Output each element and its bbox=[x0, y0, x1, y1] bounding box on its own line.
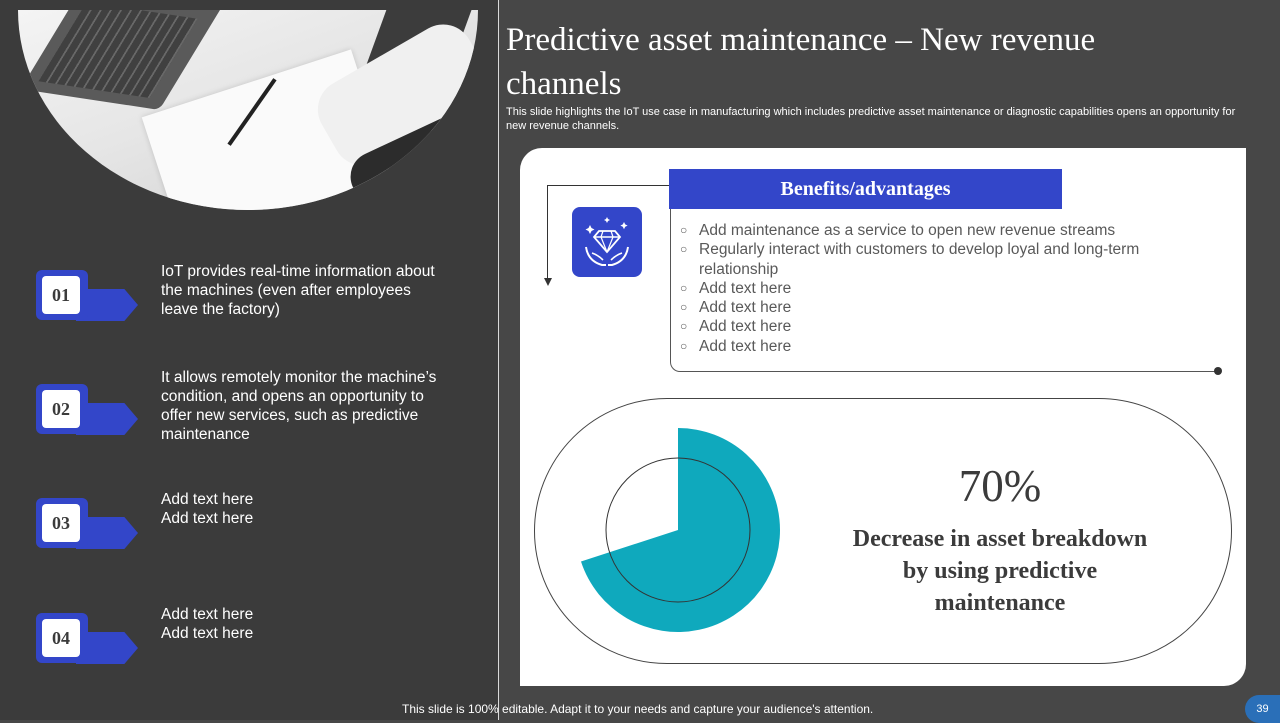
step-number: 04 bbox=[42, 619, 80, 657]
step-number: 03 bbox=[42, 504, 80, 542]
step-text: Add text here Add text here bbox=[161, 491, 254, 527]
stat-percent: 70% bbox=[958, 461, 1042, 511]
benefits-header: Benefits/advantages bbox=[669, 169, 1062, 209]
benefit-item: ○ Add maintenance as a service to open new revenue streams bbox=[680, 221, 1140, 240]
benefit-item: ○ Add text here bbox=[680, 279, 1140, 298]
connector-dot bbox=[1214, 367, 1222, 375]
stat-description: Decrease in asset breakdown by using predictive maintenance bbox=[852, 526, 1148, 616]
benefit-item: ○ Add text here bbox=[680, 317, 1140, 336]
step-text: Add text here Add text here bbox=[161, 606, 254, 642]
left-panel bbox=[0, 0, 499, 720]
benefits-list bbox=[680, 221, 1140, 356]
step-number: 02 bbox=[42, 390, 80, 428]
footer-note: This slide is 100% editable. Adapt it to your needs and capture your audience's attention. bbox=[402, 702, 874, 716]
percentage-pie-chart bbox=[576, 428, 786, 638]
benefit-item: ○ Add text here bbox=[680, 337, 1140, 356]
connector-arrow-icon bbox=[544, 278, 552, 286]
content-card bbox=[520, 148, 1246, 686]
step-text: IoT provides real-time information about the machines (even after employees leave the factory) bbox=[161, 263, 435, 318]
diamond-hands-icon bbox=[572, 207, 642, 277]
slide-subtitle: This slide highlights the IoT use case in manufacturing which includes predictive asset maintenance or diagnostic capabilities opens an opportunity for new revenue channels. bbox=[506, 106, 1236, 132]
step-number: 01 bbox=[42, 276, 80, 314]
benefit-item: ○ Regularly interact with customers to develop loyal and long-term relationship bbox=[680, 240, 1140, 279]
office-photo bbox=[18, 10, 478, 210]
benefit-item: ○ Add text here bbox=[680, 298, 1140, 317]
slide-title: Predictive asset maintenance – New revenue channels bbox=[506, 22, 1096, 102]
page-number: 39 bbox=[1245, 695, 1280, 723]
step-text: It allows remotely monitor the machine’s condition, and opens an opportunity to offer new services, such as predictive maintenance bbox=[161, 369, 437, 443]
